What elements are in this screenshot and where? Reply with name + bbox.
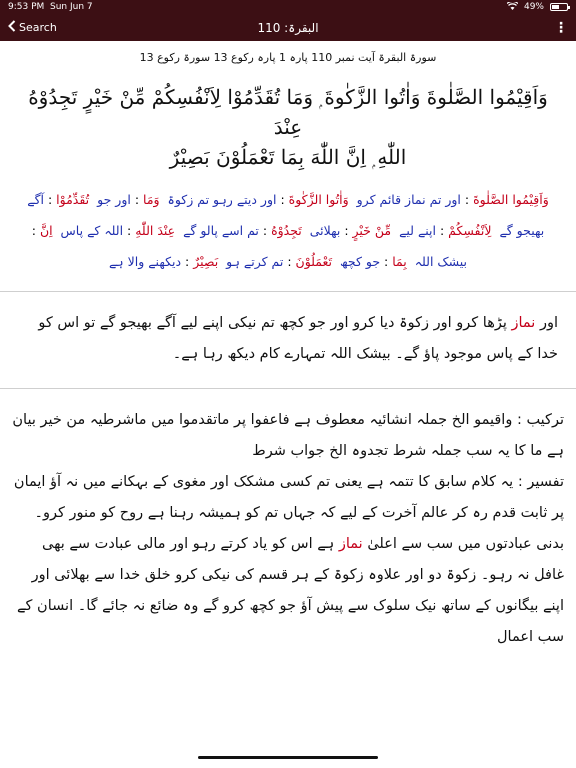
wbw-pair: وَاٰتُوا الزَّكٰوةَ : اور دیتے رہو تم زکوۃ (167, 192, 349, 207)
wbw-pair: عِنْدَ اللّٰهِ : اللہ کے پاس (60, 223, 176, 238)
tafsir-highlight: نماز (338, 536, 363, 552)
wbw-urdu: اور دیتے رہو تم زکوۃ (167, 192, 277, 207)
divider (0, 388, 576, 389)
wbw-pair: تَعْمَلُوْنَ : تم کرتے ہو (226, 254, 333, 269)
wbw-pair: تُقَدِّمُوْا : آگے بھیجو گے (27, 192, 545, 238)
wbw-arabic[interactable]: تُقَدِّمُوْا (56, 192, 90, 207)
reader-content[interactable] (0, 41, 576, 768)
wbw-urdu: دیکھنے والا ہے (108, 254, 182, 269)
tafsir-part-1: تفسیر : یہ کلام سابق کا تتمہ ہے یعنی تم کسی مشکک اور مغوی کے بہکانے میں نہ آؤ ایمان پر ثابت قدم رہ کر عالم آخرت کے لیے کہ جہاں تم کو ہمیشہ رہنا ہے روح کو منور کرو۔ بدنی عبادتوں میں سب سے اعلیٰ (13, 474, 564, 552)
wbw-pair: بِمَا : جو کچھ (339, 254, 407, 269)
verse-reference: سورۃ البقرۃ آیت نمبر 110 پارہ 1 پارہ رکوع 13 سورۃ رکوع 13 (139, 51, 437, 64)
wbw-pair: لِاَنْفُسِكُمْ : اپنے لیے (399, 223, 492, 238)
back-label: Search (19, 21, 57, 34)
wbw-pair: اِنَّ : بیشک اللہ (31, 223, 468, 269)
wbw-arabic[interactable]: لِاَنْفُسِكُمْ (448, 223, 492, 238)
wbw-urdu: اپنے لیے (399, 223, 436, 238)
status-date: Sun Jun 7 (50, 2, 93, 12)
back-button[interactable] (8, 20, 57, 35)
translation-highlight: نماز (511, 315, 536, 331)
divider (0, 291, 576, 292)
page-title: البقرۃ: 110 (257, 20, 319, 35)
wbw-arabic[interactable]: عِنْدَ اللّٰهِ (135, 223, 176, 238)
wbw-urdu: آگے بھیجو گے (27, 192, 545, 238)
status-right (507, 2, 568, 13)
wbw-urdu: تم اسے پالو گے (183, 223, 259, 238)
arabic-ayah (0, 64, 576, 180)
tafsir-text (12, 467, 564, 653)
word-by-word (0, 180, 576, 285)
tarkeeb-text: ترکیب : واقیمو الخ جملہ انشائیہ معطوف ہے فاعفوا پر ماتقدموا میں ماشرطیہ من خیر بیان ہے ما کا یہ سب جملہ شرط تجدوہ الخ جواب شرط (12, 412, 564, 459)
wbw-arabic[interactable]: وَاٰتُوا الزَّكٰوةَ (288, 192, 349, 207)
more-menu-icon[interactable]: ⋮ (554, 19, 568, 36)
wbw-urdu: اور جو (97, 192, 131, 207)
wbw-urdu: جو کچھ (339, 254, 381, 269)
status-time: 9:53 PM (8, 2, 45, 12)
wbw-pair: تَجِدُوْهُ : تم اسے پالو گے (183, 223, 302, 238)
tafsir-part-2: ہے اس کو یاد کرتے رہو اور مالی عبادت سے بھی غافل نہ رہو۔ زکوۃ دو اور علاوہ زکوۃ کے ہر قسم کی نیکی کرو خلق خدا سے بھلائی اور اپنے بیگانوں کے ساتھ نیک سلوک سے پیش آؤ جو کچھ کرو گے وہ ضائع نہ جائے گا۔ انسان کے سب اعمال (17, 536, 564, 645)
battery-fill (552, 5, 559, 9)
translation-prefix: اور (535, 315, 558, 331)
wifi-icon (507, 2, 518, 13)
wbw-pair: مِّنْ خَيْرٍ : بھلائی (309, 223, 392, 238)
wbw-urdu: تم کرتے ہو (226, 254, 284, 269)
wbw-urdu: بیشک اللہ (414, 254, 468, 269)
wbw-arabic[interactable]: بَصِيْرٌ (193, 254, 219, 269)
wbw-urdu: اللہ کے پاس (60, 223, 124, 238)
battery-icon (550, 3, 568, 11)
status-bar (0, 0, 576, 14)
wbw-urdu: بھلائی (309, 223, 341, 238)
wbw-arabic[interactable]: اِنَّ (39, 223, 53, 238)
status-left (8, 2, 93, 12)
wbw-pair: وَاَقِيْمُوا الصَّلٰوةَ : اور تم نماز قائم کرو (356, 192, 549, 207)
ayah-line-2: اللّٰهِ ۭ اِنَّ اللّٰهَ بِمَا تَعْمَلُوْنَ بَصِيْرٌ (169, 145, 407, 169)
wbw-pair: بَصِيْرٌ : دیکھنے والا ہے (108, 254, 219, 269)
ayah-line-1: وَاَقِيْمُوا الصَّلٰوةَ وَاٰتُوا الزَّكٰوةَ ۭ وَمَا تُقَدِّمُوْا لِاَنْفُسِكُمْ مِّنْ خَيْرٍ تَجِدُوْهُ عِنْدَ (28, 85, 548, 139)
wbw-arabic[interactable]: بِمَا (392, 254, 407, 269)
wbw-arabic[interactable]: تَجِدُوْهُ (271, 223, 302, 238)
wbw-arabic[interactable]: وَمَا (143, 192, 160, 207)
translation-rest: پڑھا کرو اور زکوۃ دیا کرو اور جو کچھ تم نیکی اپنے لیے آگے بھیجو گے تو اس کو خدا کے پاس موجود پاؤ گے۔ بیشک اللہ تمہارے کام دیکھ رہا ہے۔ (38, 315, 558, 362)
chevron-left-icon (8, 20, 16, 35)
wbw-arabic[interactable]: مِّنْ خَيْرٍ (352, 223, 392, 238)
home-indicator (198, 756, 378, 759)
wbw-pair: وَمَا : اور جو (97, 192, 160, 207)
urdu-translation (0, 298, 576, 382)
wbw-urdu: اور تم نماز قائم کرو (356, 192, 461, 207)
wbw-arabic[interactable]: وَاَقِيْمُوا الصَّلٰوةَ (473, 192, 549, 207)
wbw-arabic[interactable]: تَعْمَلُوْنَ (295, 254, 333, 269)
nav-bar (0, 14, 576, 41)
tafsir-section (0, 395, 576, 663)
battery-percent: 49% (523, 2, 544, 12)
